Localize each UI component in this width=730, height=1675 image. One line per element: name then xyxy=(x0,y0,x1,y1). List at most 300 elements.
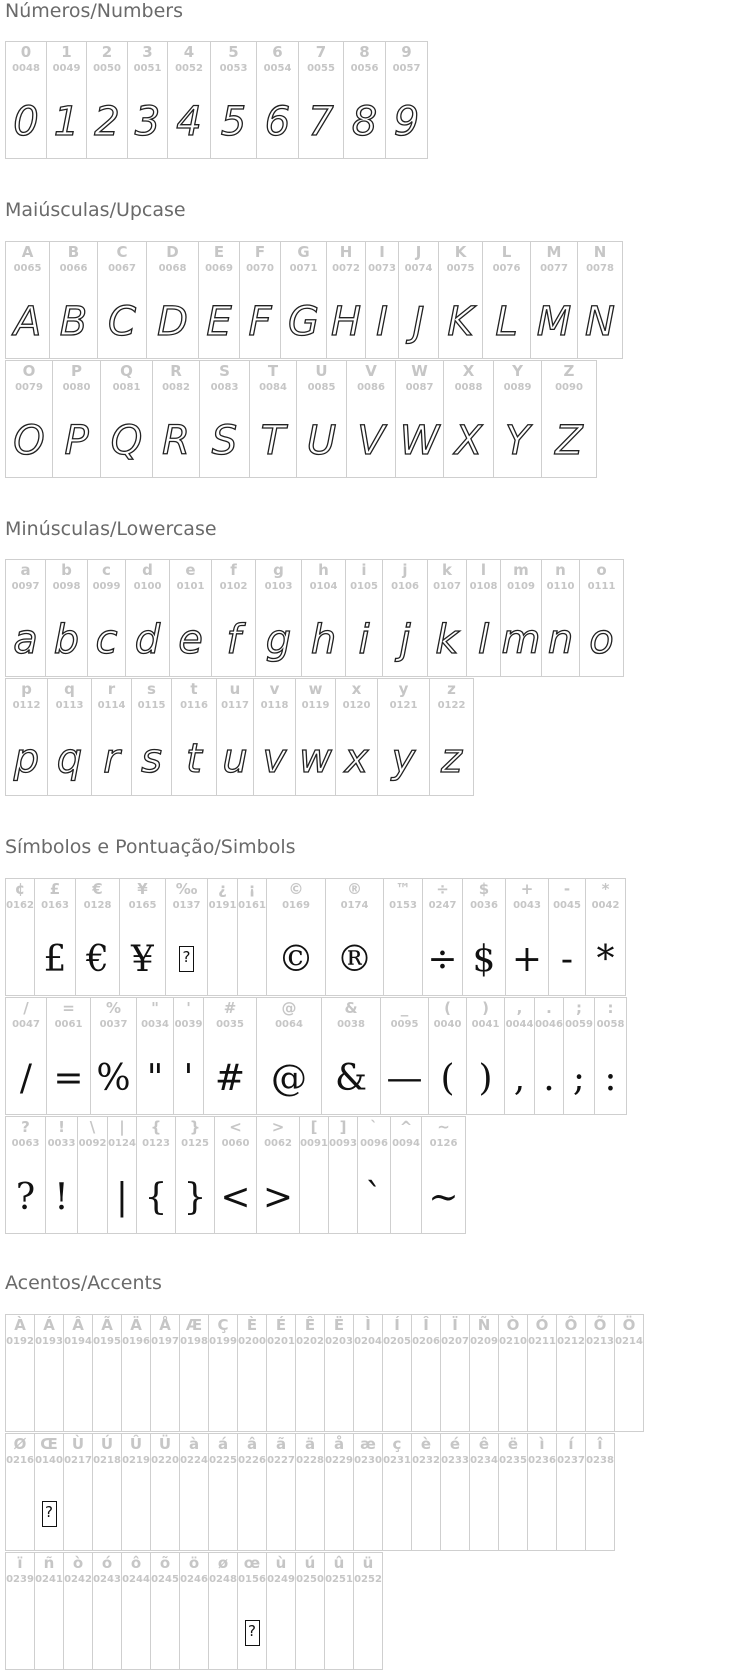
glyph-sample-char: g xyxy=(265,617,292,663)
glyph-sample xyxy=(6,86,46,158)
glyph-code-label: 0230 xyxy=(354,1455,382,1466)
glyph-cell xyxy=(87,42,128,158)
glyph-sample xyxy=(302,604,345,676)
glyph-code-label: 0076 xyxy=(492,263,521,274)
glyph-sample xyxy=(423,923,462,995)
glyph-sample xyxy=(137,1042,173,1114)
glyph-sample xyxy=(6,723,47,795)
glyph-char-label: W xyxy=(411,362,428,380)
glyph-code-label: 0105 xyxy=(350,581,378,592)
glyph-sample-char: @ xyxy=(271,1057,307,1099)
glyph-code-label: 0214 xyxy=(615,1336,643,1347)
glyph-cell xyxy=(101,361,153,477)
glyph-char-label: % xyxy=(105,999,122,1017)
glyph-code-label: 0226 xyxy=(238,1455,266,1466)
glyph-cell xyxy=(47,998,91,1114)
glyph-char-label: € xyxy=(92,880,103,898)
glyph-char-label: v xyxy=(269,680,280,698)
glyph-cell xyxy=(166,879,208,995)
glyph-char-label: M xyxy=(546,243,562,261)
glyph-char-label: ò xyxy=(72,1554,84,1572)
glyph-code-label: 0195 xyxy=(93,1336,121,1347)
glyph-sample xyxy=(531,286,577,358)
glyph-code-label: 0219 xyxy=(122,1455,150,1466)
glyph-code-label: 0196 xyxy=(122,1336,150,1347)
missing-glyph-icon xyxy=(42,1501,57,1527)
glyph-code-label: 0140 xyxy=(35,1455,63,1466)
glyph-code-label: 0211 xyxy=(528,1336,556,1347)
glyph-sample xyxy=(128,86,167,158)
glyph-code-label: 0227 xyxy=(267,1455,295,1466)
glyph-sample-char: d xyxy=(134,617,161,663)
glyph-code-label: 0191 xyxy=(208,900,237,911)
glyph-code-label: 0096 xyxy=(360,1138,388,1149)
glyph-sample-char: q xyxy=(56,736,83,782)
glyph-code-label: 0072 xyxy=(332,263,360,274)
glyph-cell xyxy=(238,879,267,995)
glyph-sample xyxy=(126,604,169,676)
glyph-sample-char: e xyxy=(178,617,203,663)
glyph-sample xyxy=(580,604,623,676)
glyph-sample xyxy=(153,405,199,477)
glyph-code-label: 0038 xyxy=(337,1019,365,1030)
glyph-char-label: ë xyxy=(507,1435,519,1453)
glyph-cell xyxy=(209,1553,238,1669)
glyph-cell xyxy=(384,879,423,995)
glyph-cell xyxy=(366,242,399,358)
glyph-cell xyxy=(76,879,120,995)
glyph-sample xyxy=(204,1042,256,1114)
glyph-cell xyxy=(494,361,542,477)
glyph-code-label: 0086 xyxy=(357,382,385,393)
glyph-code-label: 0039 xyxy=(174,1019,203,1030)
glyph-char-label: î xyxy=(597,1435,603,1453)
glyph-char-label: Å xyxy=(159,1316,171,1334)
glyph-cell xyxy=(505,998,535,1114)
glyph-code-label: 0209 xyxy=(470,1336,498,1347)
glyph-code-label: 0122 xyxy=(437,700,466,711)
glyph-sample xyxy=(549,923,585,995)
glyph-cell xyxy=(174,998,204,1114)
glyph-cell xyxy=(168,42,211,158)
glyph-cell xyxy=(217,679,254,795)
glyph-char-label: | xyxy=(119,1118,125,1136)
glyph-cell xyxy=(463,879,506,995)
missing-glyph-icon xyxy=(179,946,194,972)
glyph-char-label: S xyxy=(219,362,230,380)
glyph-row xyxy=(5,1314,644,1432)
glyph-char-label: d xyxy=(142,561,153,579)
glyph-code-label: 0067 xyxy=(108,263,136,274)
glyph-char-label: J xyxy=(415,243,422,261)
glyph-char-label: I xyxy=(379,243,385,261)
glyph-sample-char: a xyxy=(13,617,38,663)
glyph-cell xyxy=(108,1117,137,1233)
glyph-cell xyxy=(528,1434,557,1550)
glyph-code-label: 0137 xyxy=(172,900,201,911)
glyph-char-label: ! xyxy=(58,1118,65,1136)
glyph-char-label: á xyxy=(217,1435,229,1453)
glyph-char-label: Á xyxy=(43,1316,55,1334)
glyph-char-label: ¢ xyxy=(14,880,26,898)
glyph-sample-char: 1 xyxy=(53,99,80,145)
glyph-cell xyxy=(137,1117,176,1233)
glyph-sample-char: | xyxy=(115,1176,129,1218)
glyph-char-label: ç xyxy=(392,1435,402,1453)
glyph-char-label: a xyxy=(20,561,31,579)
glyph-cell xyxy=(256,560,302,676)
glyph-code-label: 0121 xyxy=(389,700,418,711)
glyph-cell xyxy=(322,998,381,1114)
glyph-cell xyxy=(358,1117,391,1233)
glyph-code-label: 0041 xyxy=(471,1019,500,1030)
glyph-code-label: 0053 xyxy=(219,63,248,74)
glyph-code-label: 0125 xyxy=(181,1138,209,1149)
glyph-cell xyxy=(47,42,87,158)
glyph-code-label: 0192 xyxy=(6,1336,34,1347)
glyph-cell xyxy=(257,1117,300,1233)
glyph-code-label: 0123 xyxy=(142,1138,170,1149)
glyph-sample-char: / xyxy=(19,1057,33,1099)
glyph-sample xyxy=(240,286,280,358)
glyph-cell xyxy=(296,1434,325,1550)
glyph-cell xyxy=(412,1434,441,1550)
glyph-code-label: 0052 xyxy=(175,63,203,74)
glyph-sample-char: © xyxy=(278,938,314,980)
glyph-char-label: A xyxy=(21,243,34,261)
glyph-sample-char: r xyxy=(103,736,120,782)
glyph-sample-char: w xyxy=(299,736,332,782)
glyph-cell xyxy=(441,1434,470,1550)
glyph-sample xyxy=(98,286,146,358)
glyph-sample xyxy=(297,405,346,477)
glyph-char-label: h xyxy=(318,561,329,579)
glyph-code-label: 0098 xyxy=(52,581,81,592)
glyph-char-label: Q xyxy=(120,362,133,380)
glyph-cell xyxy=(6,998,47,1114)
glyph-sample-char: — xyxy=(386,1057,423,1099)
glyph-cell xyxy=(399,242,439,358)
glyph-sample xyxy=(108,1161,136,1233)
glyph-sample xyxy=(101,405,152,477)
glyph-sample xyxy=(505,1042,534,1114)
glyph-cell xyxy=(267,1553,296,1669)
glyph-row xyxy=(5,678,474,796)
glyph-code-label: 0109 xyxy=(507,581,535,592)
glyph-code-label: 0242 xyxy=(64,1574,92,1585)
glyph-code-label: 0202 xyxy=(296,1336,324,1347)
glyph-cell xyxy=(64,1315,93,1431)
glyph-sample-char: ® xyxy=(336,938,373,980)
glyph-char-label: $ xyxy=(478,880,490,898)
glyph-char-label: Û xyxy=(129,1435,143,1453)
glyph-char-label: 4 xyxy=(183,43,195,61)
glyph-code-label: 0210 xyxy=(499,1336,527,1347)
glyph-char-label: À xyxy=(14,1316,26,1334)
glyph-char-label: Ü xyxy=(158,1435,172,1453)
glyph-cell xyxy=(6,242,50,358)
glyph-sample xyxy=(467,604,500,676)
glyph-char-label: - xyxy=(563,880,571,898)
glyph-sample-char: - xyxy=(560,938,574,980)
glyph-char-label: b xyxy=(61,561,72,579)
glyph-sample-char: ~ xyxy=(428,1176,459,1218)
glyph-sample-char: N xyxy=(585,299,615,345)
glyph-code-label: 0034 xyxy=(141,1019,169,1030)
glyph-char-label: K xyxy=(454,243,467,261)
glyph-char-label: z xyxy=(447,680,456,698)
glyph-code-label: 0115 xyxy=(137,700,166,711)
glyph-char-label: £ xyxy=(49,880,61,898)
glyph-code-label: 0252 xyxy=(354,1574,382,1585)
glyph-char-label: ( xyxy=(444,999,451,1017)
glyph-char-label: p xyxy=(21,680,32,698)
glyph-cell xyxy=(501,560,542,676)
glyph-cell xyxy=(199,242,240,358)
glyph-code-label: 0077 xyxy=(540,263,568,274)
glyph-cell xyxy=(35,1434,64,1550)
glyph-code-label: 0083 xyxy=(210,382,239,393)
glyph-cell xyxy=(586,1434,615,1550)
glyph-sample-char: G xyxy=(288,299,319,345)
glyph-sample-char: 6 xyxy=(264,99,291,145)
glyph-code-label: 0199 xyxy=(209,1336,237,1347)
glyph-cell xyxy=(531,242,578,358)
glyph-code-label: 0081 xyxy=(112,382,141,393)
glyph-sample xyxy=(586,923,625,995)
glyph-code-label: 0124 xyxy=(108,1138,136,1149)
glyph-code-label: 0099 xyxy=(92,581,121,592)
glyph-sample xyxy=(347,405,395,477)
glyph-sample xyxy=(6,405,52,477)
glyph-code-label: 0074 xyxy=(404,263,433,274)
glyph-code-label: 0241 xyxy=(35,1574,63,1585)
glyph-cell xyxy=(215,1117,257,1233)
glyph-sample xyxy=(428,604,466,676)
glyph-cell xyxy=(153,361,200,477)
glyph-char-label: ' xyxy=(186,999,191,1017)
glyph-char-label: ` xyxy=(370,1118,378,1136)
glyph-sample xyxy=(257,1042,321,1114)
glyph-cell xyxy=(391,1117,422,1233)
glyph-code-label: 0062 xyxy=(264,1138,292,1149)
glyph-code-label: 0080 xyxy=(62,382,91,393)
glyph-sample-char: 2 xyxy=(94,99,120,145)
glyph-sample xyxy=(6,286,49,358)
glyph-char-label: Ù xyxy=(71,1435,85,1453)
glyph-code-label: 0239 xyxy=(6,1574,34,1585)
glyph-cell xyxy=(137,998,174,1114)
glyph-sample-char: ` xyxy=(365,1176,383,1218)
glyph-sample xyxy=(46,604,87,676)
glyph-sample xyxy=(170,604,211,676)
glyph-code-label: 0070 xyxy=(246,263,274,274)
glyph-cell xyxy=(325,1553,354,1669)
glyph-cell xyxy=(88,560,126,676)
glyph-cell xyxy=(441,1315,470,1431)
glyph-cell xyxy=(35,1553,64,1669)
glyph-code-label: 0103 xyxy=(264,581,293,592)
glyph-cell xyxy=(200,361,250,477)
glyph-sample-char: ! xyxy=(54,1176,69,1218)
glyph-code-label: 0104 xyxy=(309,581,338,592)
glyph-sample-char: f xyxy=(226,617,241,663)
glyph-code-label: 0101 xyxy=(176,581,205,592)
glyph-char-label: t xyxy=(190,680,198,698)
glyph-cell xyxy=(176,1117,215,1233)
glyph-char-label: < xyxy=(229,1118,242,1136)
section-title-lowercase: Minúsculas/Lowercase xyxy=(5,518,217,540)
glyph-cell xyxy=(586,879,626,995)
glyph-code-label: 0200 xyxy=(238,1336,266,1347)
glyph-char-label: & xyxy=(344,999,358,1017)
glyph-char-label: Ø xyxy=(13,1435,27,1453)
glyph-code-label: 0114 xyxy=(97,700,126,711)
glyph-cell xyxy=(64,1434,93,1550)
glyph-code-label: 0235 xyxy=(499,1455,527,1466)
glyph-sample xyxy=(6,1161,45,1233)
glyph-cell xyxy=(535,998,564,1114)
glyph-sample xyxy=(578,286,622,358)
glyph-cell xyxy=(299,42,344,158)
glyph-row xyxy=(5,997,627,1115)
glyph-char-label: Õ xyxy=(593,1316,607,1334)
glyph-sample-char: Y xyxy=(505,418,530,464)
glyph-code-label: 0046 xyxy=(535,1019,563,1030)
section-title-upcase: Maiúsculas/Upcase xyxy=(5,199,186,221)
glyph-code-label: 0044 xyxy=(505,1019,534,1030)
glyph-sample-char: o xyxy=(589,617,614,663)
glyph-sample xyxy=(399,286,438,358)
glyph-code-label: 0054 xyxy=(263,63,292,74)
glyph-sample xyxy=(172,723,216,795)
glyph-sample xyxy=(46,1161,77,1233)
glyph-sample xyxy=(6,604,45,676)
glyph-char-label: ø xyxy=(217,1554,229,1572)
glyph-code-label: 0245 xyxy=(151,1574,179,1585)
glyph-code-label: 0243 xyxy=(93,1574,121,1585)
glyph-code-label: 0082 xyxy=(162,382,190,393)
glyph-cell xyxy=(78,1117,108,1233)
glyph-char-label: ‰ xyxy=(175,880,198,898)
glyph-code-label: 0247 xyxy=(428,900,457,911)
glyph-char-label: í xyxy=(568,1435,574,1453)
glyph-code-label: 0045 xyxy=(553,900,581,911)
glyph-code-label: 0231 xyxy=(383,1455,411,1466)
glyph-sample-char: c xyxy=(95,617,118,663)
glyph-cell xyxy=(122,1553,151,1669)
glyph-sample-char: L xyxy=(495,299,518,345)
glyph-char-label: ™ xyxy=(395,880,411,898)
glyph-code-label: 0225 xyxy=(209,1455,237,1466)
glyph-code-label: 0048 xyxy=(12,63,40,74)
glyph-char-label: u xyxy=(229,680,241,698)
glyph-code-label: 0056 xyxy=(350,63,379,74)
glyph-code-label: 0194 xyxy=(64,1336,92,1347)
glyph-char-label: œ xyxy=(243,1554,261,1572)
glyph-row xyxy=(5,559,624,677)
glyph-code-label: 0197 xyxy=(151,1336,179,1347)
glyph-char-label: ô xyxy=(130,1554,142,1572)
glyph-char-label: Ñ xyxy=(477,1316,491,1334)
glyph-sample xyxy=(322,1042,380,1114)
glyph-char-label: ó xyxy=(101,1554,113,1572)
glyph-code-label: 0079 xyxy=(15,382,43,393)
glyph-sample-char: X xyxy=(454,418,483,464)
glyph-code-label: 0043 xyxy=(513,900,541,911)
glyph-code-label: 0216 xyxy=(6,1455,34,1466)
glyph-cell xyxy=(122,1434,151,1550)
glyph-cell xyxy=(542,560,580,676)
glyph-sample xyxy=(87,86,127,158)
glyph-char-label: ; xyxy=(576,999,582,1017)
glyph-code-label: 0113 xyxy=(55,700,84,711)
glyph-code-label: 0212 xyxy=(557,1336,585,1347)
glyph-char-label: é xyxy=(449,1435,461,1453)
glyph-code-label: 0057 xyxy=(392,63,421,74)
glyph-char-label: è xyxy=(420,1435,432,1453)
glyph-cell xyxy=(254,679,296,795)
glyph-cell xyxy=(386,42,428,158)
glyph-cell xyxy=(122,1315,151,1431)
glyph-sample xyxy=(35,923,75,995)
glyph-char-label: Ï xyxy=(452,1316,458,1334)
glyph-cell xyxy=(240,242,281,358)
glyph-char-label: / xyxy=(23,999,29,1017)
glyph-sample xyxy=(281,286,326,358)
glyph-cell xyxy=(132,679,172,795)
glyph-sample-char: ; xyxy=(572,1057,586,1099)
glyph-code-label: 0085 xyxy=(307,382,336,393)
glyph-char-label: } xyxy=(189,1118,201,1136)
glyph-code-label: 0153 xyxy=(389,900,417,911)
glyph-cell xyxy=(586,1315,615,1431)
glyph-sample xyxy=(53,405,100,477)
glyph-sample-char: = xyxy=(53,1057,84,1099)
glyph-cell xyxy=(35,879,76,995)
glyph-cell xyxy=(151,1434,180,1550)
glyph-sample-char: , xyxy=(513,1057,526,1099)
section-title-symbols: Símbolos e Pontuação/Simbols xyxy=(5,836,296,858)
glyph-code-label: 0205 xyxy=(383,1336,411,1347)
glyph-char-label: ñ xyxy=(43,1554,55,1572)
glyph-char-label: æ xyxy=(360,1435,376,1453)
glyph-sample xyxy=(483,286,530,358)
glyph-cell xyxy=(595,998,627,1114)
glyph-char-label: 2 xyxy=(101,43,113,61)
glyph-cell xyxy=(430,679,474,795)
glyph-sample xyxy=(35,1478,63,1550)
glyph-code-label: 0106 xyxy=(391,581,419,592)
glyph-code-label: 0061 xyxy=(54,1019,83,1030)
glyph-code-label: 0087 xyxy=(405,382,434,393)
glyph-code-label: 0119 xyxy=(301,700,330,711)
glyph-char-label: ö xyxy=(188,1554,200,1572)
glyph-sample xyxy=(212,604,255,676)
glyph-cell xyxy=(423,879,463,995)
glyph-sample xyxy=(378,723,429,795)
glyph-sample xyxy=(166,923,207,995)
glyph-code-label: 0093 xyxy=(329,1138,357,1149)
glyph-char-label: õ xyxy=(159,1554,171,1572)
glyph-sample-char: 5 xyxy=(220,99,247,145)
glyph-cell xyxy=(578,242,623,358)
glyph-sample-char: I xyxy=(376,299,388,345)
glyph-code-label: 0047 xyxy=(12,1019,40,1030)
glyph-code-label: 0095 xyxy=(390,1019,419,1030)
glyph-sample xyxy=(296,723,335,795)
glyph-cell xyxy=(91,998,137,1114)
